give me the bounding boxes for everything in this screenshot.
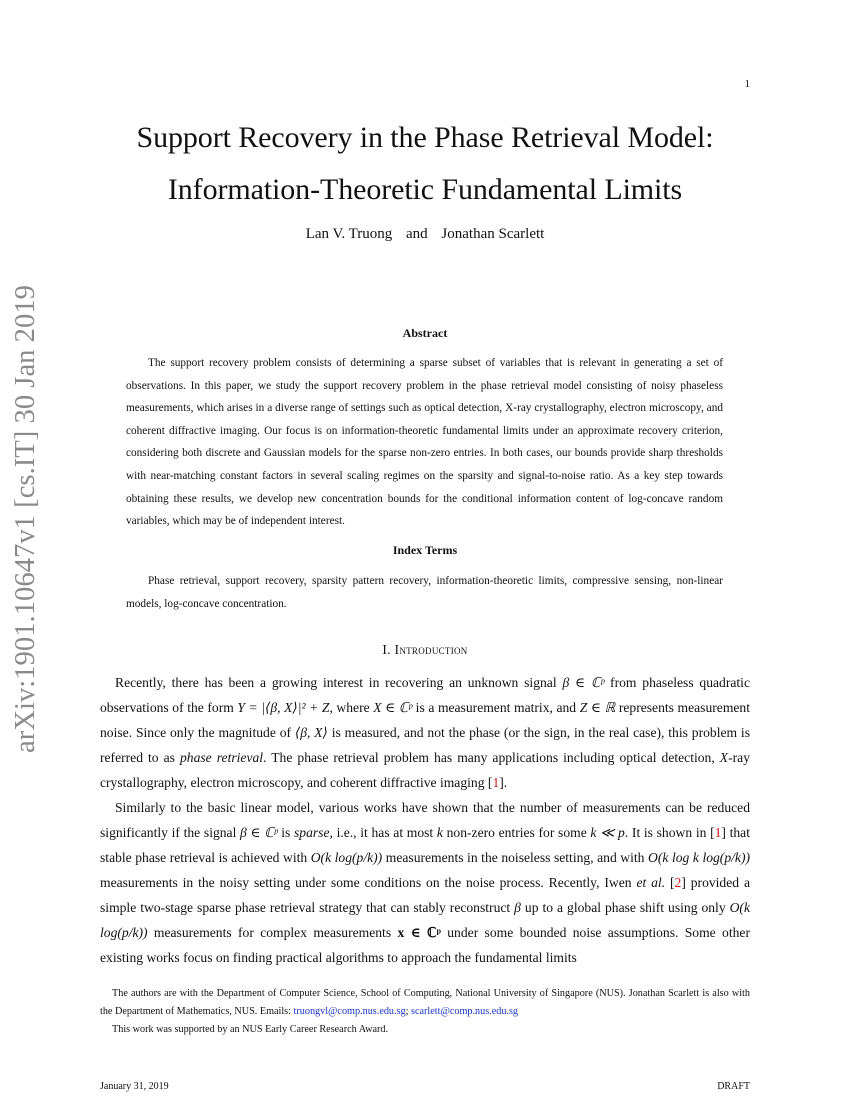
title-line-2: Information-Theoretic Fundamental Limits [167,173,683,206]
math-inline: O(k log k log(p/k)) [648,850,750,865]
citation-link[interactable]: 2 [674,875,682,890]
text-run: Recently, there has been a growing interest in recovering an unknown signal [115,675,563,690]
author-list [100,226,750,243]
arxiv-stamp [4,283,46,753]
text-run: is measured, and not the phase (or the sign, in the real case), this problem is referred to as [100,725,751,765]
text-run: from phaseless quadratic observations of the form [100,675,750,715]
math-inline: β ∈ ℂᵖ [240,825,278,840]
math-inline: x ∈ ℂᵖ [397,925,441,940]
section-heading: I. Introduction [382,642,468,657]
emphasis: sparse [294,825,330,840]
intro-paragraph-1 [100,670,750,795]
math-inline: k [436,825,443,840]
emphasis: phase retrieval [180,750,264,765]
math-inline: Z ∈ ℝ [579,700,616,715]
math-inline: X ∈ ℂᵖ [373,700,413,715]
index-terms-body: Phase retrieval, support recovery, sparsity pattern recovery, information-theoretic limits, compressive sensing, non-linear models, log-concave concentration. [126,575,723,610]
footnotes [100,985,750,1039]
text-run: . The phase retrieval problem has many applications including optical detection, [263,750,720,765]
math-inline: X [719,750,729,765]
text-run: non-zero entries for some [442,825,591,840]
text-run: under some bounded noise assumptions. Some other existing works focus on finding practical algorithms to approach the fundamental limits [100,925,750,965]
math-inline: ⟨β, X⟩ [294,725,328,740]
paper-title [60,112,790,216]
text-run: ] that stable phase retrieval is achieved with [100,825,750,865]
math-inline: O(k log(p/k)) [100,900,750,940]
text-run: , where [329,700,374,715]
math-inline: β [514,900,521,915]
math-inline: k ≪ p [590,825,625,840]
text-run: , i.e., it has at most [329,825,437,840]
text-run: . It is shown in [ [624,825,715,840]
text-run: -ray crystallography, electron microscopy, and coherent diffractive imaging [ [100,750,750,790]
footer-date: January 31, 2019 [100,1081,169,1092]
math-inline: Y = |⟨β, X⟩|² + Z [237,700,330,715]
text-run: The authors are with the Department of Computer Science, School of Computing, National University of Singapore (NUS). Jonathan Scarlett is also with the Department of Mathematics, NUS. Emails: [100,988,750,1017]
text-run: is [277,825,294,840]
math-inline: O(k log(p/k)) [310,850,383,865]
text-run: measurements in the noisy setting under some conditions on the noise process. Recently, Iwen [100,875,637,890]
text-run: [ [665,875,675,890]
page-number: 1 [744,78,750,90]
text-run: represents measurement noise. Since only the magnitude of [100,700,750,740]
footer-status: DRAFT [717,1081,750,1092]
author-conjunction: and [406,226,428,242]
text-run: up to a global phase shift using only [520,900,730,915]
arxiv-stamp-text: arXiv:1901.10647v1 [cs.IT] 30 Jan 2019 [10,295,41,753]
text-run: ] provided a simple two-stage sparse phase retrieval strategy that can stably reconstruct [100,875,750,915]
index-terms-heading: Index Terms [392,543,458,557]
footnote-funding: This work was supported by an NUS Early Career Research Award. [112,1024,389,1035]
text-run: measurements in the noiseless setting, and with [382,850,649,865]
email-link[interactable]: scarlett@comp.nus.edu.sg [411,1006,519,1017]
email-link[interactable]: truongvl@comp.nus.edu.sg [293,1006,406,1017]
footnote-affiliation [100,985,750,1021]
intro-paragraph-2 [100,795,750,970]
citation-link[interactable]: 1 [714,825,722,840]
abstract-body: The support recovery problem consists of determining a sparse subset of variables that is relevant in generating a set of observations. In this paper, we study the support recovery problem in the phase retrieval model consisting of noisy phaseless measurements, which arises in a diverse range of settings such as optical detection, X-ray crystallography, electron microscopy, and coherent diffractive imaging. Our focus is on information-theoretic fundamental limits under an approximate recovery criterion, considering both discrete and Gaussian models for the sparse non-zero entries. In both cases, our bounds provide sharp thresholds with near-matching constant factors in several scaling regimes on the sparsity and signal-to-noise ratio. As a key step towards obtaining these results, we develop new concentration bounds for the conditional information content of log-concave random variables, which may be of independent interest. [126,357,723,528]
author-name: Lan V. Truong [305,226,393,242]
text-run: ; [405,1006,412,1017]
title-line-1: Support Recovery in the Phase Retrieval Model: [136,121,714,154]
abstract-heading: Abstract [402,326,448,340]
text-run: ]. [499,775,508,790]
text-run: measurements for complex measurements [147,925,398,940]
arxiv-stamp-graphic [4,283,46,753]
math-inline: β ∈ ℂᵖ [562,675,605,690]
emphasis: et al. [636,875,666,890]
author-name: Jonathan Scarlett [441,226,545,242]
text-run: Similarly to the basic linear model, various works have shown that the number of measurements can be reduced significantly if the signal [100,800,750,840]
citation-link[interactable]: 1 [492,775,500,790]
text-run: is a measurement matrix, and [412,700,580,715]
